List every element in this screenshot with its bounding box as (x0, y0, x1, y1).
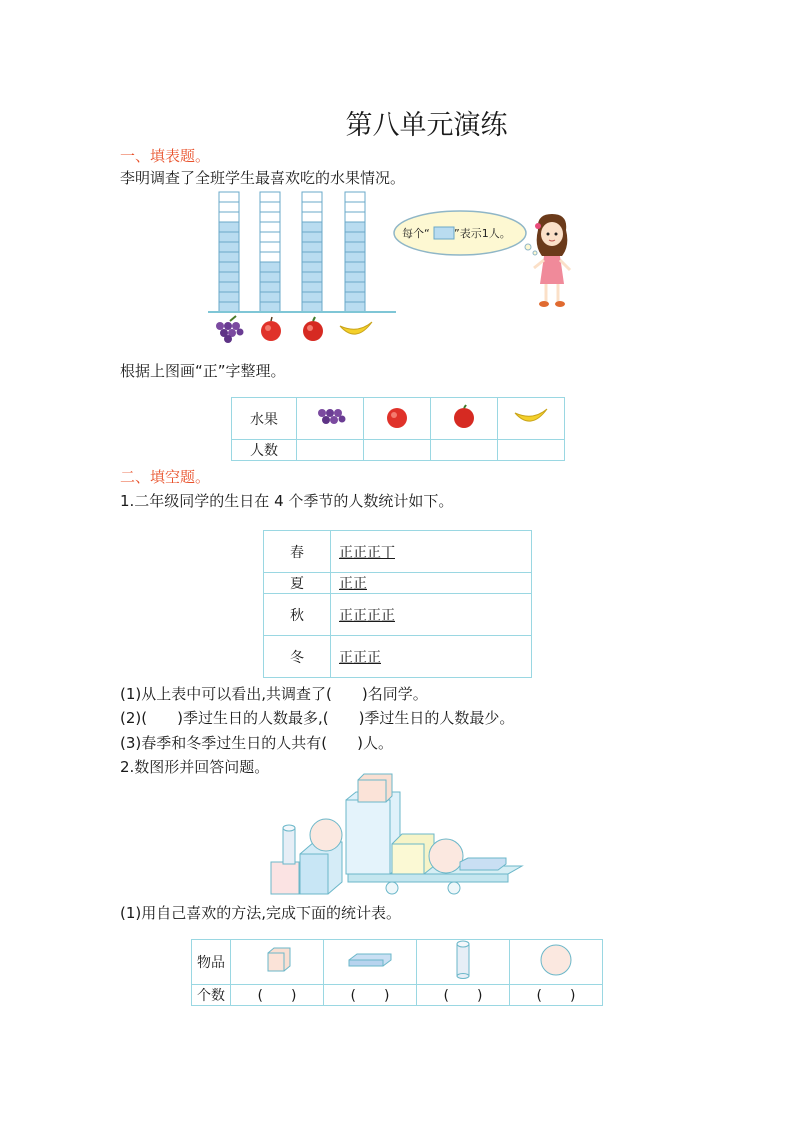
apple-icon (303, 317, 323, 341)
cuboid-cell (324, 940, 417, 985)
legend-bubble (390, 205, 540, 265)
bar-cell-filled (260, 272, 280, 282)
banana-cell (498, 398, 565, 440)
bar-cell-filled (302, 252, 322, 262)
bar-cell-empty (345, 192, 365, 202)
bar-cell-empty (345, 212, 365, 222)
season-label: 秋 (264, 594, 331, 636)
apple-cell-2 (431, 398, 498, 440)
bar-cell-filled (302, 272, 322, 282)
apple-icon (261, 317, 281, 341)
count-cell[interactable] (364, 440, 431, 461)
fruit-row-label: 水果 (232, 398, 297, 440)
count-cell[interactable] (297, 440, 364, 461)
tally-marks: 正正正丅 (331, 531, 532, 573)
season-label: 冬 (264, 636, 331, 678)
question-2-1: (1)用自己喜欢的方法,完成下面的统计表。 (120, 904, 402, 922)
bar-cell-empty (260, 212, 280, 222)
bar-cell-filled (302, 282, 322, 292)
bar-cell-empty (260, 222, 280, 232)
tally-marks: 正正 (331, 573, 532, 594)
apple-cell (364, 398, 431, 440)
question-1-1: (1)从上表中可以看出,共调查了( )名同学。 (120, 685, 428, 703)
bar-cell-filled (345, 252, 365, 262)
question-1-3: (3)春季和冬季过生日的人共有( )人。 (120, 734, 393, 752)
bar-cell-empty (219, 192, 239, 202)
cube-cell (231, 940, 324, 985)
bar-cell-filled (345, 302, 365, 312)
bar-cell-filled (219, 282, 239, 292)
bar-cell-filled (302, 222, 322, 232)
girl-illustration (528, 212, 578, 312)
bar-cell-filled (219, 242, 239, 252)
grapes-icon (216, 316, 244, 343)
bar-cell-empty (302, 192, 322, 202)
count-blank[interactable]: ( ) (417, 985, 510, 1006)
bar-cell-filled (302, 232, 322, 242)
count-cell[interactable] (498, 440, 565, 461)
grapes-cell (297, 398, 364, 440)
bar-cell-filled (219, 252, 239, 262)
banana-icon (513, 404, 549, 430)
bar-cell-filled (219, 262, 239, 272)
count-row-label: 人数 (232, 440, 297, 461)
cylinder-cell (417, 940, 510, 985)
bar-cell-filled (302, 302, 322, 312)
bar-cell-filled (345, 292, 365, 302)
bar-cell-empty (345, 202, 365, 212)
chart-instruction: 根据上图画“正”字整理。 (120, 362, 286, 380)
section-heading-1: 一、填表题。 (120, 147, 211, 165)
cylinder-icon (454, 940, 472, 980)
bar-cell-filled (260, 292, 280, 302)
bar-cell-filled (219, 302, 239, 312)
legend-square (434, 227, 454, 239)
bar-cell-empty (260, 252, 280, 262)
fruit-bar-chart (200, 190, 410, 350)
bar-cell-filled (345, 222, 365, 232)
bar-cell-filled (302, 262, 322, 272)
banana-icon (340, 322, 372, 334)
sphere-icon (538, 942, 574, 978)
bar-cell-empty (302, 202, 322, 212)
bar-cell-empty (260, 242, 280, 252)
section1-intro: 李明调查了全班学生最喜欢吃的水果情况。 (120, 169, 406, 187)
section-heading-2: 二、填空题。 (120, 468, 211, 486)
bar-cell-filled (260, 262, 280, 272)
page-title: 第八单元演练 (345, 110, 508, 141)
bar-cell-empty (260, 192, 280, 202)
cube-icon (260, 945, 294, 975)
count-blank[interactable]: ( ) (510, 985, 603, 1006)
bar-cell-filled (260, 282, 280, 292)
grapes-icon (313, 404, 347, 430)
season-label: 春 (264, 531, 331, 573)
bar-cell-empty (260, 232, 280, 242)
bar-cell-filled (345, 242, 365, 252)
bar-cell-empty (302, 212, 322, 222)
bar-cell-filled (302, 292, 322, 302)
question-1: 1.二年级同学的生日在 4 个季节的人数统计如下。 (120, 492, 454, 510)
bar-cell-filled (345, 272, 365, 282)
bar-cell-empty (219, 212, 239, 222)
bar-cell-filled (345, 232, 365, 242)
count-blank[interactable]: ( ) (324, 985, 417, 1006)
count-blank[interactable]: ( ) (231, 985, 324, 1006)
bar-cell-filled (345, 262, 365, 272)
bar-cell-filled (345, 282, 365, 292)
bar-cell-filled (219, 232, 239, 242)
bubble-text-after: ”表示1人。 (454, 227, 511, 240)
bubble-text-before: 每个“ (402, 227, 430, 240)
shape-row-label: 物品 (192, 940, 231, 985)
bar-cell-filled (260, 302, 280, 312)
tally-marks: 正正正 (331, 636, 532, 678)
season-label: 夏 (264, 573, 331, 594)
shape-count-table (191, 939, 603, 1006)
bar-cell-filled (302, 242, 322, 252)
tally-marks: 正正正正 (331, 594, 532, 636)
count-row-label: 个数 (192, 985, 231, 1006)
bars-group (219, 192, 365, 312)
fruit-count-table (231, 397, 565, 461)
bar-cell-filled (219, 292, 239, 302)
bar-cell-filled (219, 272, 239, 282)
apple-icon (451, 404, 477, 430)
question-2: 2.数图形并回答问题。 (120, 758, 270, 776)
question-1-2: (2)( )季过生日的人数最多,( )季过生日的人数最少。 (120, 709, 515, 727)
shapes-illustration (268, 772, 528, 900)
bar-cell-empty (219, 202, 239, 212)
apple-icon (384, 404, 410, 430)
bar-cell-empty (260, 202, 280, 212)
count-cell[interactable] (431, 440, 498, 461)
cuboid-icon (347, 950, 393, 970)
sphere-cell (510, 940, 603, 985)
bar-cell-filled (219, 222, 239, 232)
season-tally-table (263, 530, 532, 678)
